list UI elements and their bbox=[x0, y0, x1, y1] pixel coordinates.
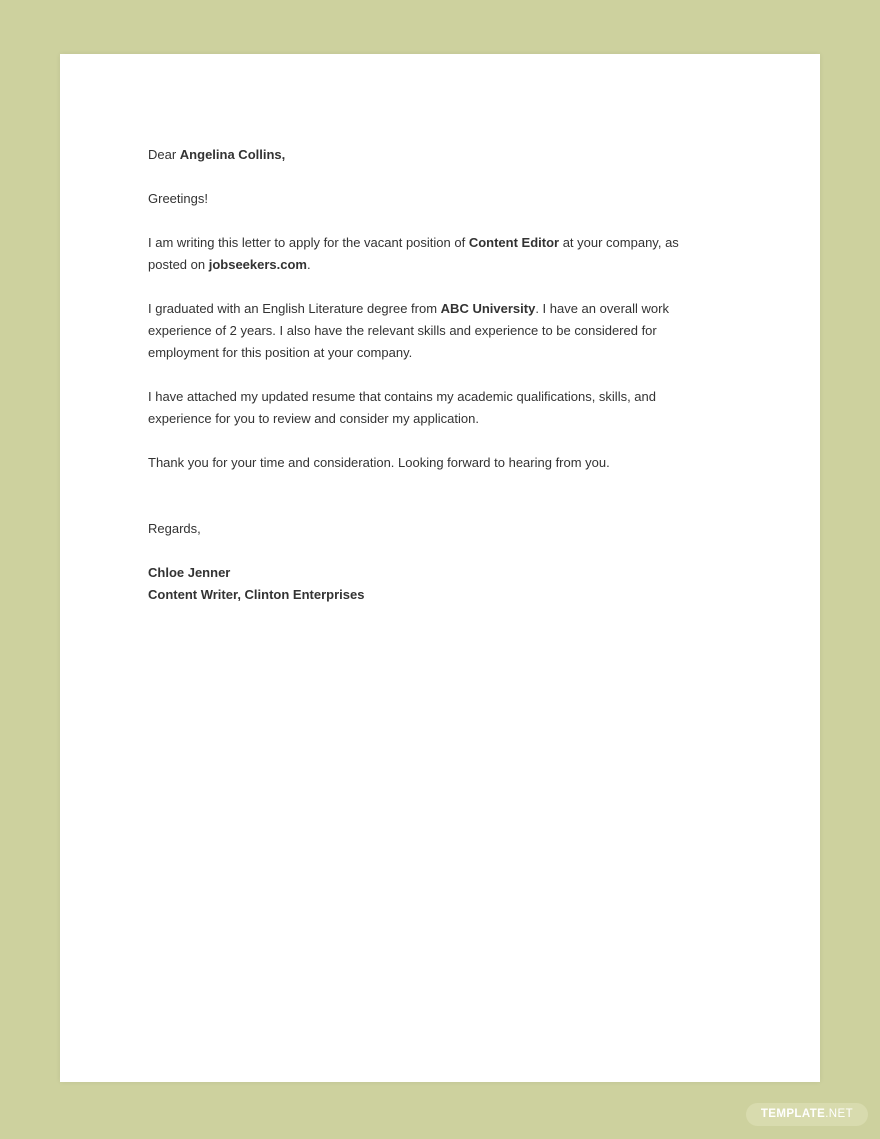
signature-title: Content Writer, Clinton Enterprises bbox=[148, 587, 365, 602]
paragraph-resume: I have attached my updated resume that contains my academic qualifications, skills, and experience for you to review and consider my application. bbox=[148, 389, 656, 426]
greeting-line: Greetings! bbox=[148, 191, 208, 206]
paragraph-thanks: Thank you for your time and consideration. Looking forward to hearing from you. bbox=[148, 455, 610, 470]
letter-body bbox=[60, 54, 820, 606]
recipient-name: Angelina Collins, bbox=[179, 147, 286, 162]
signature-name: Chloe Jenner bbox=[148, 565, 231, 580]
paragraph-text: . bbox=[307, 257, 311, 272]
job-site-name: jobseekers.com bbox=[208, 257, 307, 272]
university-name: ABC University bbox=[440, 301, 536, 316]
watermark-brand-suffix: .NET bbox=[825, 1108, 853, 1120]
paragraph-text: I graduated with an English Literature degree from bbox=[148, 301, 441, 316]
signature-block bbox=[148, 562, 720, 606]
salutation-prefix: Dear bbox=[148, 147, 180, 162]
position-title: Content Editor bbox=[468, 235, 560, 250]
paragraph-text: I am writing this letter to apply for the vacant position of bbox=[148, 235, 469, 250]
paragraph-qualifications bbox=[148, 298, 720, 364]
closing-line: Regards, bbox=[148, 521, 201, 536]
salutation-line bbox=[148, 144, 720, 166]
watermark-brand-bold: TEMPLATE bbox=[760, 1108, 826, 1120]
letter-page bbox=[60, 54, 820, 1082]
paragraph-application bbox=[148, 232, 720, 276]
paragraph-text: at your company, as posted on bbox=[148, 235, 679, 272]
templatenet-watermark-badge bbox=[746, 1103, 868, 1126]
paragraph-text: . I have an overall work experience of 2 years. I also have the relevant skills and experience to be considered for employment for this position at your company. bbox=[148, 301, 669, 360]
